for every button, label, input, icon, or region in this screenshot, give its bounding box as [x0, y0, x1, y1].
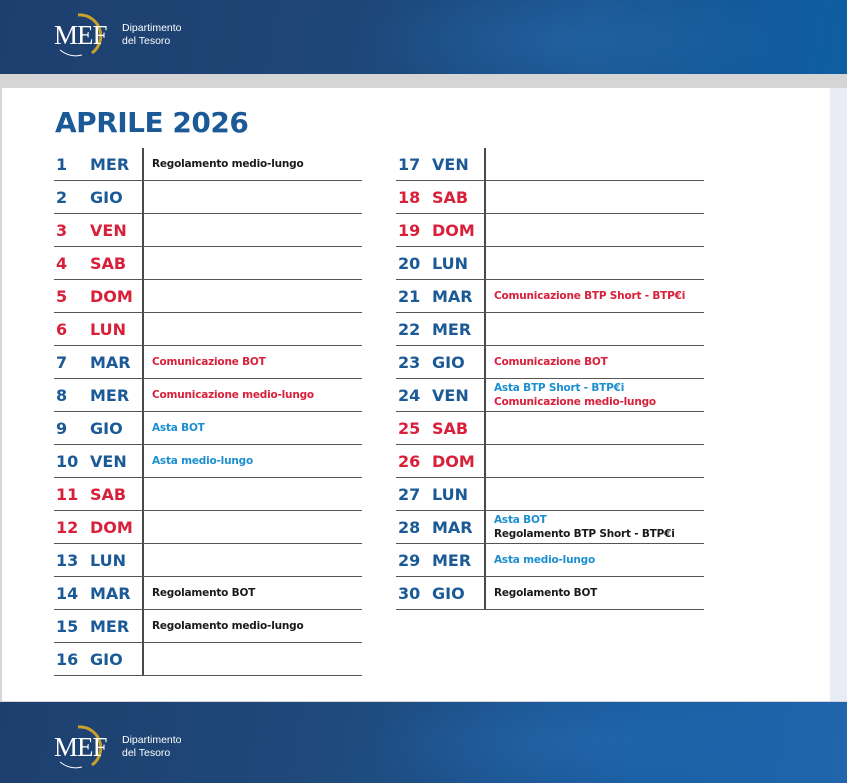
mef-logo-mark	[52, 724, 116, 770]
day-number: 26	[398, 451, 421, 471]
day-of-week: DOM	[90, 286, 133, 306]
day-of-week: VEN	[90, 220, 127, 240]
calendar-day-row	[396, 544, 704, 577]
day-of-week: MAR	[90, 352, 131, 372]
event-label: Regolamento BTP Short - BTP€i	[494, 528, 675, 540]
day-events	[142, 421, 205, 435]
day-of-week: LUN	[432, 484, 469, 504]
day-events	[484, 381, 656, 409]
day-of-week: DOM	[432, 451, 475, 471]
day-number: 21	[398, 286, 421, 306]
calendar-day-row	[396, 247, 704, 280]
page-title: APRILE 2026	[55, 106, 249, 139]
event-label: Asta BOT	[152, 422, 205, 434]
calendar-day-row	[396, 412, 704, 445]
day-number: 28	[398, 517, 421, 537]
event-label: Comunicazione BOT	[494, 356, 608, 368]
day-of-week: MER	[90, 154, 130, 174]
calendar-day-row	[54, 478, 362, 511]
day-events	[142, 157, 303, 171]
day-of-week: GIO	[432, 583, 465, 603]
calendar-day-row	[396, 214, 704, 247]
day-of-week: MAR	[432, 517, 473, 537]
day-number: 9	[56, 418, 68, 438]
org-line-1: Dipartimento	[122, 734, 182, 746]
day-number: 18	[398, 187, 421, 207]
day-of-week: GIO	[432, 352, 465, 372]
day-events	[142, 586, 255, 600]
event-label: Regolamento medio-lungo	[152, 620, 304, 632]
event-label: Regolamento medio-lungo	[152, 158, 304, 170]
day-of-week: LUN	[432, 253, 469, 273]
day-number: 22	[398, 319, 421, 339]
day-of-week: SAB	[432, 418, 469, 438]
mef-logo-mark	[52, 12, 116, 58]
calendar-day-row	[54, 379, 362, 412]
day-number: 5	[56, 286, 68, 306]
day-number: 2	[56, 187, 68, 207]
day-of-week: GIO	[90, 187, 123, 207]
calendar-column-right	[396, 148, 704, 610]
day-number: 6	[56, 319, 68, 339]
day-events	[142, 454, 253, 468]
calendar-day-row	[54, 247, 362, 280]
calendar-day-row	[54, 313, 362, 346]
day-of-week: VEN	[432, 154, 469, 174]
day-number: 14	[56, 583, 79, 603]
event-label: Asta medio-lungo	[152, 455, 253, 467]
calendar-day-row	[54, 610, 362, 643]
calendar-day-row	[396, 511, 704, 544]
day-of-week: MER	[432, 550, 472, 570]
calendar-day-row	[396, 346, 704, 379]
calendar-day-row	[396, 148, 704, 181]
org-line-2: del Tesoro	[122, 747, 171, 759]
day-number: 8	[56, 385, 68, 405]
day-of-week: LUN	[90, 319, 127, 339]
calendar-day-row	[54, 214, 362, 247]
logo-mef-text: MEF	[54, 732, 107, 762]
day-number: 10	[56, 451, 79, 471]
org-name	[122, 734, 182, 760]
calendar-day-row	[396, 577, 704, 610]
day-number: 19	[398, 220, 421, 240]
calendar-day-row	[54, 280, 362, 313]
mef-logo	[52, 12, 182, 58]
calendar-day-row	[54, 148, 362, 181]
calendar-day-row	[396, 313, 704, 346]
day-events	[142, 355, 266, 369]
day-events	[484, 586, 597, 600]
calendar-day-row	[396, 478, 704, 511]
header-banner	[0, 0, 847, 74]
day-of-week: GIO	[90, 418, 123, 438]
day-events	[484, 513, 675, 541]
calendar-day-row	[54, 181, 362, 214]
day-number: 20	[398, 253, 421, 273]
day-events	[142, 388, 314, 402]
day-number: 7	[56, 352, 68, 372]
day-number: 17	[398, 154, 421, 174]
day-of-week: MAR	[90, 583, 131, 603]
side-strip	[830, 88, 847, 701]
day-events	[484, 553, 595, 567]
calendar-day-row	[396, 445, 704, 478]
org-line-2: del Tesoro	[122, 35, 171, 47]
day-number: 1	[56, 154, 68, 174]
event-label: Comunicazione BOT	[152, 356, 266, 368]
calendar-page	[2, 88, 830, 701]
day-of-week: LUN	[90, 550, 127, 570]
day-of-week: SAB	[90, 253, 127, 273]
event-label: Comunicazione BTP Short - BTP€i	[494, 290, 686, 302]
org-name	[122, 22, 182, 48]
day-of-week: MER	[90, 385, 130, 405]
event-label: Asta BOT	[494, 514, 547, 526]
day-events	[142, 619, 303, 633]
day-number: 16	[56, 649, 79, 669]
day-number: 4	[56, 253, 68, 273]
day-of-week: MER	[432, 319, 472, 339]
day-of-week: DOM	[90, 517, 133, 537]
day-number: 24	[398, 385, 421, 405]
day-number: 15	[56, 616, 79, 636]
day-events	[484, 289, 685, 303]
day-of-week: SAB	[432, 187, 469, 207]
day-number: 23	[398, 352, 421, 372]
calendar-column-left	[54, 148, 362, 676]
day-number: 11	[56, 484, 79, 504]
calendar-day-row	[396, 379, 704, 412]
mef-logo	[52, 724, 182, 770]
day-number: 30	[398, 583, 421, 603]
day-number: 3	[56, 220, 68, 240]
day-of-week: MER	[90, 616, 130, 636]
day-of-week: VEN	[432, 385, 469, 405]
calendar-day-row	[54, 511, 362, 544]
day-of-week: DOM	[432, 220, 475, 240]
day-number: 25	[398, 418, 421, 438]
calendar-day-row	[54, 577, 362, 610]
event-label: Regolamento BOT	[152, 587, 256, 599]
footer-banner	[0, 702, 847, 783]
calendar-day-row	[54, 544, 362, 577]
day-number: 29	[398, 550, 421, 570]
event-label: Regolamento BOT	[494, 587, 598, 599]
header-divider	[0, 74, 847, 88]
event-label: Comunicazione medio-lungo	[494, 396, 656, 408]
event-label: Asta BTP Short - BTP€i	[494, 382, 625, 394]
calendar-day-row	[54, 346, 362, 379]
logo-mef-text: MEF	[54, 20, 107, 50]
day-number: 13	[56, 550, 79, 570]
day-of-week: MAR	[432, 286, 473, 306]
event-label: Asta medio-lungo	[494, 554, 595, 566]
day-of-week: SAB	[90, 484, 127, 504]
day-of-week: VEN	[90, 451, 127, 471]
day-number: 27	[398, 484, 421, 504]
org-line-1: Dipartimento	[122, 22, 182, 34]
day-events	[484, 355, 608, 369]
calendar-day-row	[54, 412, 362, 445]
calendar-day-row	[396, 280, 704, 313]
day-of-week: GIO	[90, 649, 123, 669]
day-number: 12	[56, 517, 79, 537]
calendar-day-row	[396, 181, 704, 214]
event-label: Comunicazione medio-lungo	[152, 389, 314, 401]
calendar-day-row	[54, 643, 362, 676]
calendar-day-row	[54, 445, 362, 478]
